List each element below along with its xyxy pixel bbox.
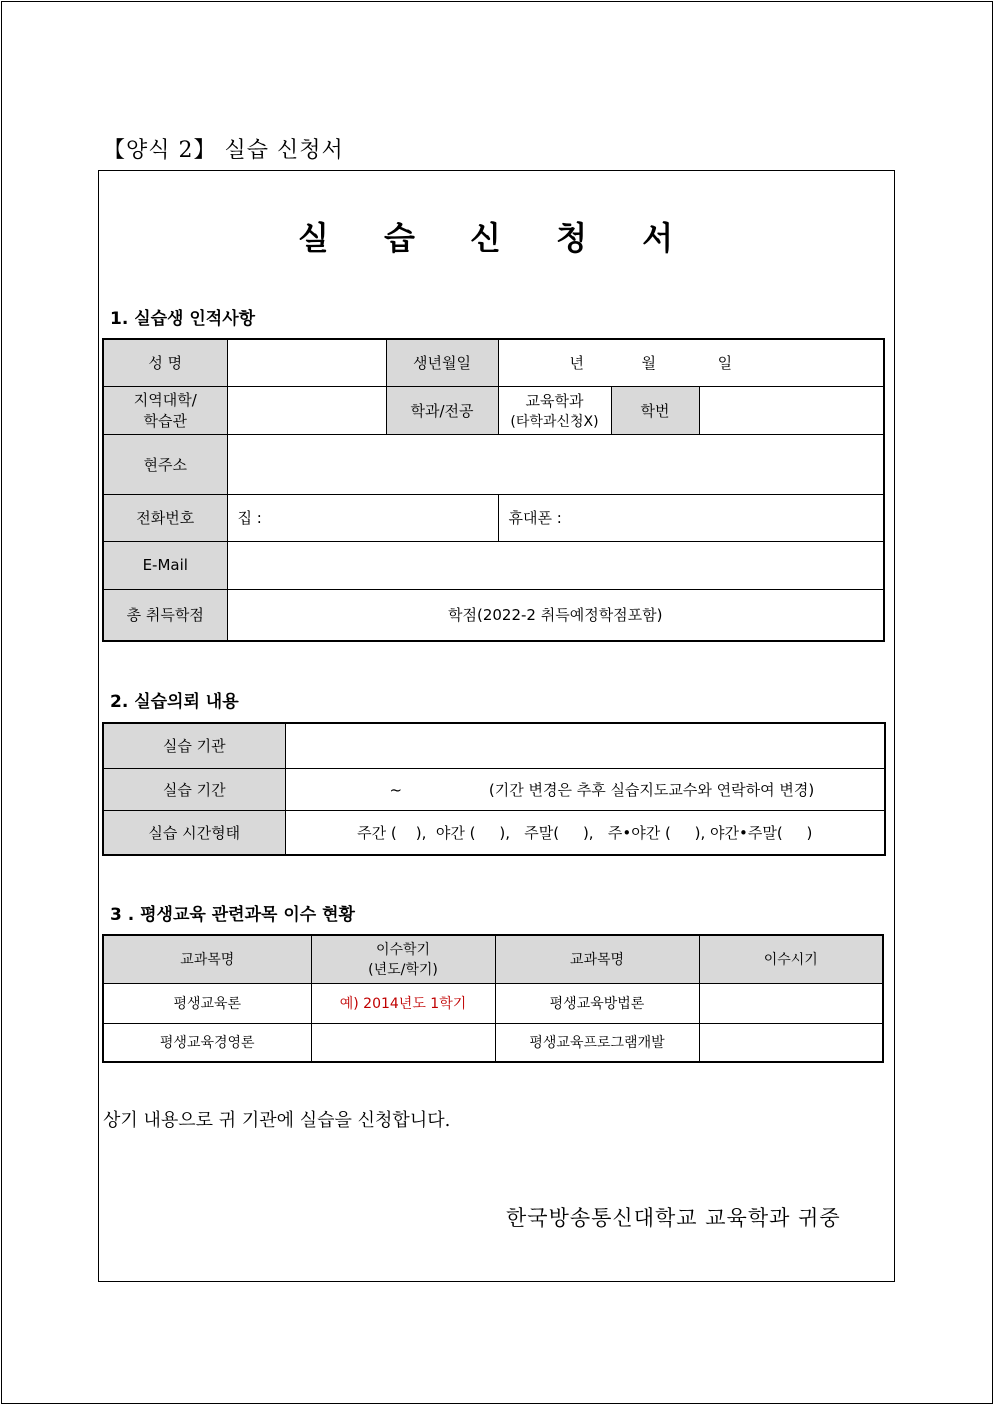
name-label: 성 명 bbox=[103, 339, 227, 386]
period-label: 실습 기간 bbox=[103, 768, 285, 810]
personal-info-table bbox=[102, 338, 885, 642]
dept-label: 학과/전공 bbox=[386, 386, 498, 434]
table-row bbox=[103, 1023, 883, 1062]
col-semester-line2: (년도/학기) bbox=[368, 962, 438, 979]
region-label bbox=[103, 386, 227, 434]
name-field[interactable] bbox=[227, 339, 386, 386]
col-time: 이수시기 bbox=[699, 935, 883, 983]
region-label-line2: 학습관 bbox=[143, 412, 187, 430]
section3-heading: 3 . 평생교육 관련과목 이수 현황 bbox=[110, 905, 355, 925]
table-row bbox=[103, 983, 883, 1023]
dept-value bbox=[498, 386, 611, 434]
document-title: 실 습 신 청 서 bbox=[297, 219, 696, 257]
time-type-label: 실습 시간형태 bbox=[103, 810, 285, 855]
home-phone-field[interactable]: 집 : bbox=[227, 494, 498, 541]
birth-year-unit: 년 bbox=[569, 354, 584, 373]
time-type-field[interactable]: 주간 ( ), 야간 ( ), 주말( ), 주•야간 ( ), 야간•주말( ) bbox=[285, 810, 885, 855]
address-field[interactable] bbox=[227, 434, 884, 494]
credits-field[interactable]: 학점(2022-2 취득예정학점포함) bbox=[227, 589, 884, 641]
section1-heading: 1. 실습생 인적사항 bbox=[110, 309, 256, 329]
region-label-line1: 지역대학/ bbox=[133, 391, 197, 409]
course-semester[interactable]: 예) 2014년도 1학기 bbox=[311, 983, 495, 1023]
period-tilde: ~ bbox=[389, 780, 403, 799]
practice-request-table bbox=[102, 722, 886, 856]
period-field[interactable] bbox=[285, 768, 885, 810]
col-subject: 교과목명 bbox=[103, 935, 311, 983]
course-subject-2: 평생교육프로그램개발 bbox=[495, 1023, 699, 1062]
period-note: (기간 변경은 추후 실습지도교수와 연락하여 변경) bbox=[488, 780, 815, 799]
institution-field[interactable] bbox=[285, 723, 885, 768]
signature-line: 한국방송통신대학교 교육학과 귀중 bbox=[506, 1206, 841, 1230]
course-subject: 평생교육론 bbox=[103, 983, 311, 1023]
email-label: E-Mail bbox=[103, 541, 227, 589]
col-semester bbox=[311, 935, 495, 983]
section2-heading: 2. 실습의뢰 내용 bbox=[110, 692, 239, 712]
birth-month-unit: 월 bbox=[641, 354, 656, 373]
courses-table bbox=[102, 934, 884, 1063]
credits-label: 총 취득학점 bbox=[103, 589, 227, 641]
mobile-phone-field[interactable]: 휴대폰 : bbox=[498, 494, 884, 541]
dept-value-line2: (타학과신청X) bbox=[510, 413, 599, 430]
birth-label: 생년월일 bbox=[386, 339, 498, 386]
course-semester[interactable] bbox=[311, 1023, 495, 1062]
form-label: 【양식 2】 실습 신청서 bbox=[103, 138, 344, 163]
course-subject-2: 평생교육방법론 bbox=[495, 983, 699, 1023]
student-no-field[interactable] bbox=[699, 386, 884, 434]
email-field[interactable] bbox=[227, 541, 884, 589]
birth-day-unit: 일 bbox=[717, 354, 733, 373]
region-field[interactable] bbox=[227, 386, 386, 434]
student-no-label: 학번 bbox=[611, 386, 699, 434]
closing-statement: 상기 내용으로 귀 기관에 실습을 신청합니다. bbox=[103, 1110, 451, 1131]
course-subject: 평생교육경영론 bbox=[103, 1023, 311, 1062]
address-label: 현주소 bbox=[103, 434, 227, 494]
course-time[interactable] bbox=[699, 983, 883, 1023]
birth-field[interactable] bbox=[498, 339, 884, 386]
phone-label: 전화번호 bbox=[103, 494, 227, 541]
institution-label: 실습 기관 bbox=[103, 723, 285, 768]
col-semester-line1: 이수학기 bbox=[375, 942, 431, 959]
dept-value-line1: 교육학과 bbox=[525, 391, 584, 410]
course-time[interactable] bbox=[699, 1023, 883, 1062]
col-subject-2: 교과목명 bbox=[495, 935, 699, 983]
